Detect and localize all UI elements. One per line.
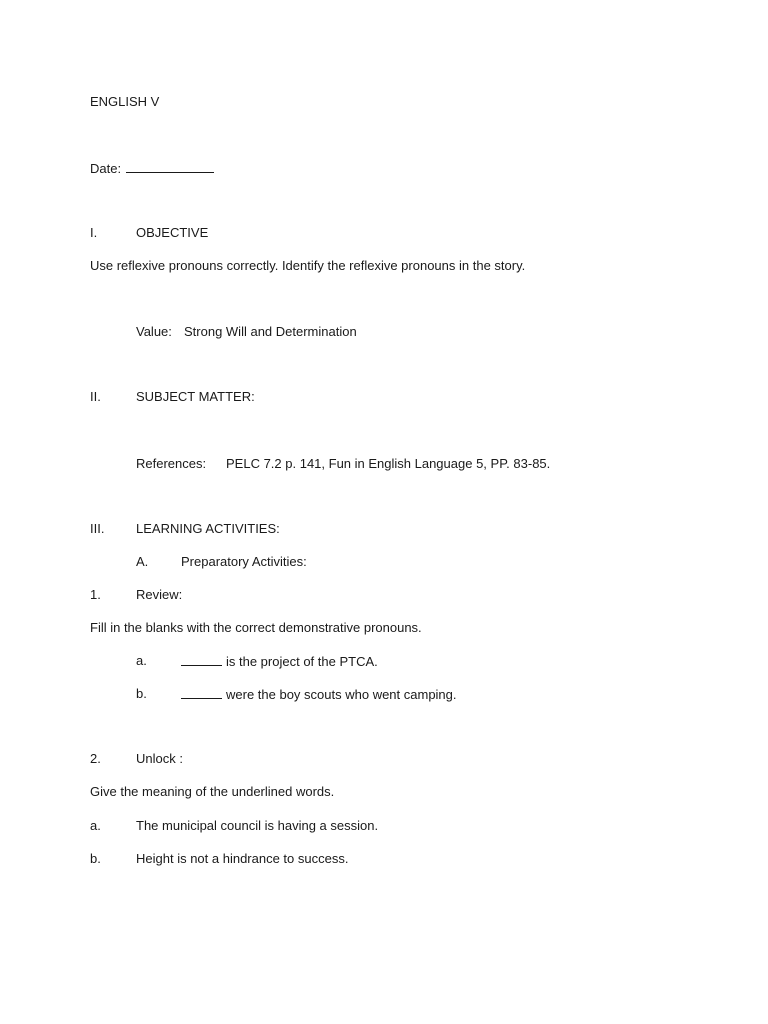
value-label: Value: xyxy=(136,324,172,339)
date-blank xyxy=(126,160,214,173)
item-1-title: Review: xyxy=(136,587,183,602)
review-item-b-letter: b. xyxy=(136,686,147,701)
unlock-item-a-letter: a. xyxy=(90,818,101,833)
section-2-number: II. xyxy=(90,389,101,404)
date-label: Date: xyxy=(90,161,122,176)
review-item-b-text: were the boy scouts who went camping. xyxy=(226,687,457,702)
review-item-a-blank xyxy=(181,653,222,666)
references-text: PELC 7.2 p. 141, Fun in English Language 5, PP. 83-85. xyxy=(226,456,551,471)
section-3-number: III. xyxy=(90,521,105,536)
sub-a-title: Preparatory Activities: xyxy=(181,554,307,569)
review-item-a-letter: a. xyxy=(136,653,147,668)
unlock-item-b-text: Height is not a hindrance to success. xyxy=(136,851,349,866)
value-text: Strong Will and Determination xyxy=(184,324,357,339)
review-item-a-text: is the project of the PTCA. xyxy=(226,654,378,669)
section-2-title: SUBJECT MATTER: xyxy=(136,389,255,404)
sub-a-number: A. xyxy=(136,554,149,569)
review-item-b-blank xyxy=(181,686,222,699)
item-2-number: 2. xyxy=(90,751,101,766)
date-line xyxy=(90,160,214,177)
references-label: References: xyxy=(136,456,207,471)
section-3-title: LEARNING ACTIVITIES: xyxy=(136,521,280,536)
document-header: ENGLISH V xyxy=(90,94,160,109)
unlock-instruction: Give the meaning of the underlined words. xyxy=(90,784,335,799)
section-1-title: OBJECTIVE xyxy=(136,225,209,240)
objective-text: Use reflexive pronouns correctly. Identify the reflexive pronouns in the story. xyxy=(90,258,526,273)
item-1-number: 1. xyxy=(90,587,101,602)
unlock-item-a-text: The municipal council is having a session. xyxy=(136,818,379,833)
review-item-a xyxy=(181,653,378,670)
section-1-number: I. xyxy=(90,225,98,240)
item-2-title: Unlock : xyxy=(136,751,183,766)
review-item-b xyxy=(181,686,457,703)
unlock-item-b-letter: b. xyxy=(90,851,101,866)
review-instruction: Fill in the blanks with the correct demonstrative pronouns. xyxy=(90,620,422,635)
